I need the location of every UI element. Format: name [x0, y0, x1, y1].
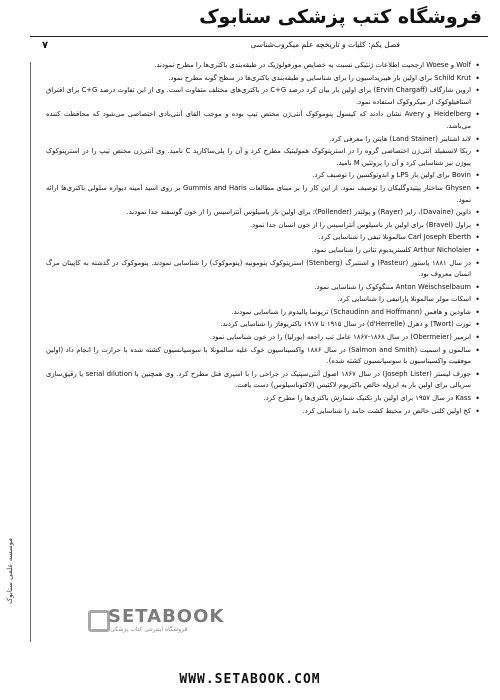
list-item: • Kass در سال ۱۹۵۷ برای اولین بار تکنیک شمارش باکتری‌ها را مطرح کرد. [46, 393, 480, 405]
setabook-logo [88, 606, 225, 636]
store-title: فروشگاه کتب پزشکی ستابوک [199, 6, 482, 28]
page-number: ۷ [42, 40, 49, 51]
history-list [46, 60, 480, 417]
list-item: • ابرمیر (Obermeier) در سال ۱۸۶۸-۱۸۶۷ عامل تب راجعه (بورلیا) را در خون شناسایی نمود. [46, 332, 480, 344]
side-label: موسسه علمی ستابوک [6, 538, 14, 604]
logo-tagline: فروشگاه اینترنتی کتاب پزشکی [110, 626, 188, 633]
list-item: • لاند اشتاینر (Land Stainer) هاپتن را معرفی کرد. [46, 134, 480, 146]
list-item: • Ghysen ساختار پپتیدوگلیکان را توصیف نمود. از این کار را بر مبنای مطالعات Gummis and Haris بر روی اسید آمینه دیواره سلولی باکتری‌ها ارائه نمود. [46, 183, 480, 206]
list-item: • Schild Krut برای اولین بار هیبریداسیون را برای شناسایی و طبقه‌بندی باکتری‌ها در سطح گونه مطرح نمود. [46, 73, 480, 85]
list-item: • سالمون و اسمیت (Salmon and Smith) در سال ۱۸۸۶ واکسیناسیون خوک علیه سالمونلا با سوسپانسیون کشته شده با حرارت را انجام داد (اولین موفقیت واکسیناسیون با سوسپانسیون کشته شده). [46, 345, 480, 368]
content-body [46, 60, 480, 418]
list-item: • اسکات مولر سالمونلا پاراتیفی را شناسایی کرد. [46, 294, 480, 306]
list-item: • Wolf و Woese ارجحیت اطلاعات ژنتیکی نسبت به خصایص مورفولوژیک در طبقه‌بندی باکتری‌ها را مطرح نمودند. [46, 60, 480, 72]
list-item: • ربکا لانسفیلد آنتی‌ژن اختصاصی گروه را در استرپتوکوک همولیتیک مطرح کرد و آن را پلی‌ساکارید C نامید. وی آنتی‌ژن مختص تیپ را در استرپتوکوک پیوژن نیز شناسایی کرد و آن را پروتئین M نامید. [46, 146, 480, 169]
side-divider [30, 62, 31, 642]
list-item: • جوزف لیستر (Joseph Lister) در سال ۱۸۶۷ اصول آنتی‌سپتیک در جراحی را با اسپری فنل مطرح کرد. وی همچنین با serial dilution یا رقیق‌سازی سریالی برای اولین بار به ایزوله خالص باکتریوم لاکتیس (لاکتوباسیلوس) دست یافت. [46, 369, 480, 392]
page-header [0, 0, 500, 56]
list-item: • در سال ۱۸۸۱ پاستور (Pasteur) و اشتنبرگ (Stenberg) استرپتوکوک پنومونیه (پنوموکوک) را شناسایی نمودند. پنوموکوک در گذشته به کاپیتان مرگ انسان معروف بود. [46, 258, 480, 281]
list-item: • Anton Weischselbaum مننگوکوک را شناسایی نمود. [46, 282, 480, 294]
list-item: • کخ اولین کلنی خالص در محیط کشت جامد را شناسایی کرد. [46, 406, 480, 418]
header-divider [30, 36, 488, 37]
chapter-title: فصل یکم: کلیات و تاریخچه علم میکروب‌شناسی [250, 40, 400, 49]
list-item: • Arthur Nicholaier کلستریدیوم تتانی را شناسایی نمود. [46, 245, 480, 257]
list-item: • اروین شارگاف (Ervin Chargaff) برای اولین بار بیان کرد درصد C+G در باکتری‌های مختلف متفاوت است. وی از این تفاوت درصد C+G برای افتراق استافیلوکوک از میکروکوک استفاده نمود. [46, 85, 480, 108]
logo-text: SETABOOK [108, 606, 225, 627]
logo-icon [88, 610, 110, 632]
list-item: • داوین (Davaine)، رایر (Rayer) و پولندر (Pollender)؛ برای اولین بار باسیلوس آنتراسیس را از خون گوسفند جدا نمودند. [46, 207, 480, 219]
list-item: • تورت (Twort) و دهرل (d'Herrelle) در سال ۱۹۱۵ تا ۱۹۱۷ باکتریوفاژ را شناسایی کردند. [46, 319, 480, 331]
list-item: • شاودین و هافمن (Schaudinn and Hoffmann) ترپونما پالیدوم را شناسایی نمودند. [46, 307, 480, 319]
list-item: • Heidelberg و Avery نشان دادند که کپسول پنوموکوک آنتی‌ژن مختص تیپ بوده و موجب القای آنتی‌بادی اختصاصی می‌شود که محافظت کننده می‌باشد. [46, 109, 480, 132]
list-item: • براول (Bravel) برای اولین بار باسیلوس آنتراسیس را از خون انسان جدا نمود. [46, 220, 480, 232]
list-item: • Carl Joseph Eberth سالمونلا تیفی را شناسایی کرد. [46, 232, 480, 244]
list-item: • Bovin برای اولین بار LPS و اندوتوکسین را توصیف کرد. [46, 170, 480, 182]
footer-url: WWW.SETABOOK.COM [179, 672, 321, 687]
